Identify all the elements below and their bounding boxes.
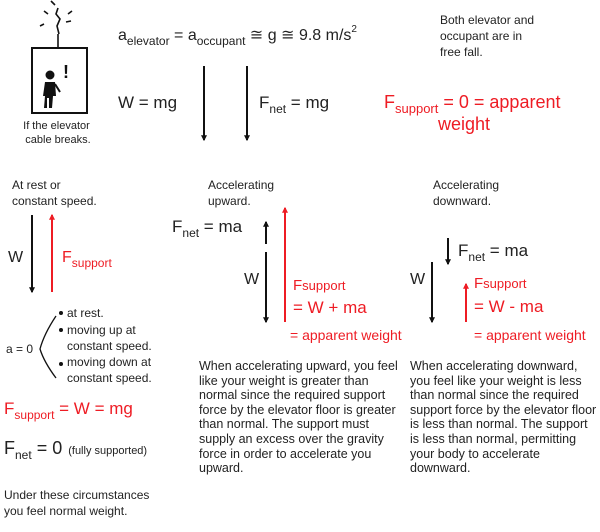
weight-label-down: W <box>410 271 426 288</box>
rest-heading: At rest or constant speed. <box>12 178 97 208</box>
cases-brace <box>40 316 56 378</box>
support-force-freefall-line2: weight <box>437 114 491 134</box>
up-heading: Accelerating upward. <box>208 178 275 208</box>
case-bullet <box>59 311 63 315</box>
acceleration-equation: $a_{elevator} = a_{occupant}$ ≅ g ≅ 9.8 $m/s^2$ <box>118 24 357 48</box>
case-bullet <box>59 362 63 366</box>
up-explanation: When accelerating upward, you feel like your weight is greater than normal since the required support force by the elevator floor is greater than normal. The support must supply an excess over the gravity force in order to accelerate you upward. <box>199 359 398 476</box>
apparent-weight-up: = apparent weight <box>290 327 402 343</box>
acceleration-zero: a = 0 <box>6 342 34 356</box>
support-label-up: Fsupport <box>293 277 346 294</box>
support-equation-up: = W + ma <box>293 298 367 317</box>
case-bullet <box>59 328 63 332</box>
broken-cable-icon <box>40 1 72 34</box>
cable-caption: If the elevator cable breaks. <box>23 120 91 146</box>
net-force-equation-freefall: $F_{net}$ = mg <box>259 93 330 116</box>
case-moving-up: moving up at constant speed. <box>67 323 152 353</box>
weight-label-up: W <box>244 271 260 288</box>
net-force-rest: $F_{net} = 0$ (fully supported) <box>4 438 148 462</box>
net-force-up: $F_{net}$ = ma <box>172 217 243 240</box>
down-heading: Accelerating downward. <box>433 178 500 208</box>
rest-conclusion: Under these circumstances you feel normal weight. <box>4 488 150 518</box>
case-at-rest: at rest. <box>67 306 104 320</box>
weight-equation-freefall: W = mg <box>118 93 178 112</box>
net-force-down: $F_{net}$ = ma <box>458 241 529 264</box>
down-explanation: When accelerating downward, you feel like your weight is less than normal since the required support force by the elevator floor is less than normal. The support is less than normal, permitting your body to accelerate downward. <box>410 359 597 476</box>
apparent-weight-down: = apparent weight <box>474 327 586 343</box>
weight-label-rest: W <box>8 249 24 266</box>
elevator-car-icon <box>32 48 87 113</box>
support-equation-down: = W - ma <box>474 297 544 316</box>
case-moving-down: moving down at constant speed. <box>67 355 152 385</box>
support-label-rest: $F_{support}$ <box>62 249 112 270</box>
free-fall-note: Both elevator and occupant are in free fall. <box>440 13 535 59</box>
support-force-freefall: $F_{support} = 0$ = apparent <box>384 92 561 116</box>
support-equation-rest: $F_{support} = W$ = mg <box>4 399 133 422</box>
falling-person-icon <box>43 71 60 108</box>
exclamation-icon: ! <box>63 62 69 82</box>
support-label-down: Fsupport <box>474 275 527 292</box>
